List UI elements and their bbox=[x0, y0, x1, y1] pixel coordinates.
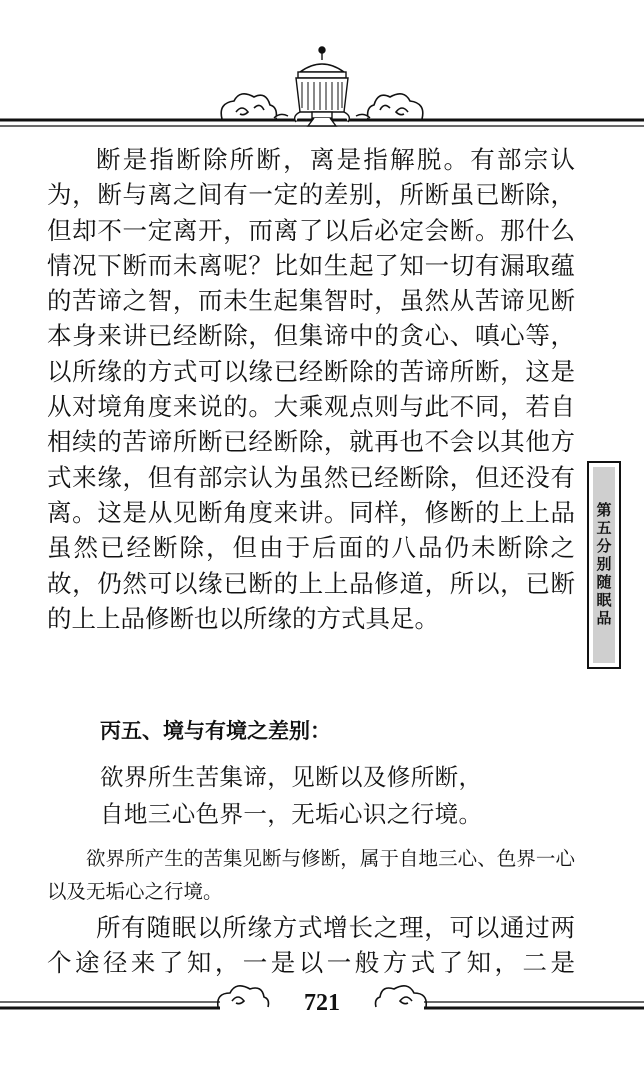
section-heading: 丙五、境与有境之差别： bbox=[100, 719, 331, 743]
cloud-scroll-icon bbox=[368, 94, 423, 119]
verse-line: 自地三心色界一，无垢心识之行境。 bbox=[100, 800, 483, 828]
chapter-title: 第五分别随眠品 bbox=[594, 502, 613, 628]
verse-line: 欲界所生苦集谛，见断以及修所断， bbox=[100, 763, 483, 791]
cloud-scroll-icon bbox=[376, 986, 427, 1007]
body-paragraph: 断是指断除所断，离是指解脱。有部宗认为，断与离之间有一定的差别，所断虽已断除，但却不一定离开，而离了以后必定会断。那什么情况下断而未离呢？比如生起了知一切有漏取蕴的苦谛之智，而未生起集智时，虽然从苦谛见断本身来讲已经断除，但集谛中的贪心、嗔心等，以所缘的方式可以缘已经断除的苦谛所断，这是从对境角度来说的。大乘观点则与此不同，若自相续的苦谛所断已经断除，就再也不会以其他方式来缘，但有部宗认为虽然已经断除，但还没有离。这是从见断角度来讲。同样，修断的上上品虽然已经断除，但由于后面的八品仍未断除之故，仍然可以缘已断的上上品修道，所以，已断的上上品修断也以所缘的方式具足。 bbox=[47, 145, 575, 633]
header-ornament bbox=[0, 0, 644, 140]
page-number: 721 bbox=[304, 990, 340, 1016]
chapter-side-tab bbox=[587, 461, 621, 669]
cloud-scroll-icon bbox=[221, 94, 276, 119]
body-paragraph: 所有随眠以所缘方式增长之理，可以通过两个途径来了知，一是以一般方式了知，二是 bbox=[47, 913, 575, 978]
victory-banner-ornament-icon bbox=[274, 47, 370, 126]
verse-explanation: 欲界所产生的苦集见断与修断，属于自地三心、色界一心以及无垢心之行境。 bbox=[47, 847, 575, 903]
cloud-scroll-icon bbox=[218, 986, 269, 1007]
chapter-side-tab-background bbox=[593, 467, 615, 663]
